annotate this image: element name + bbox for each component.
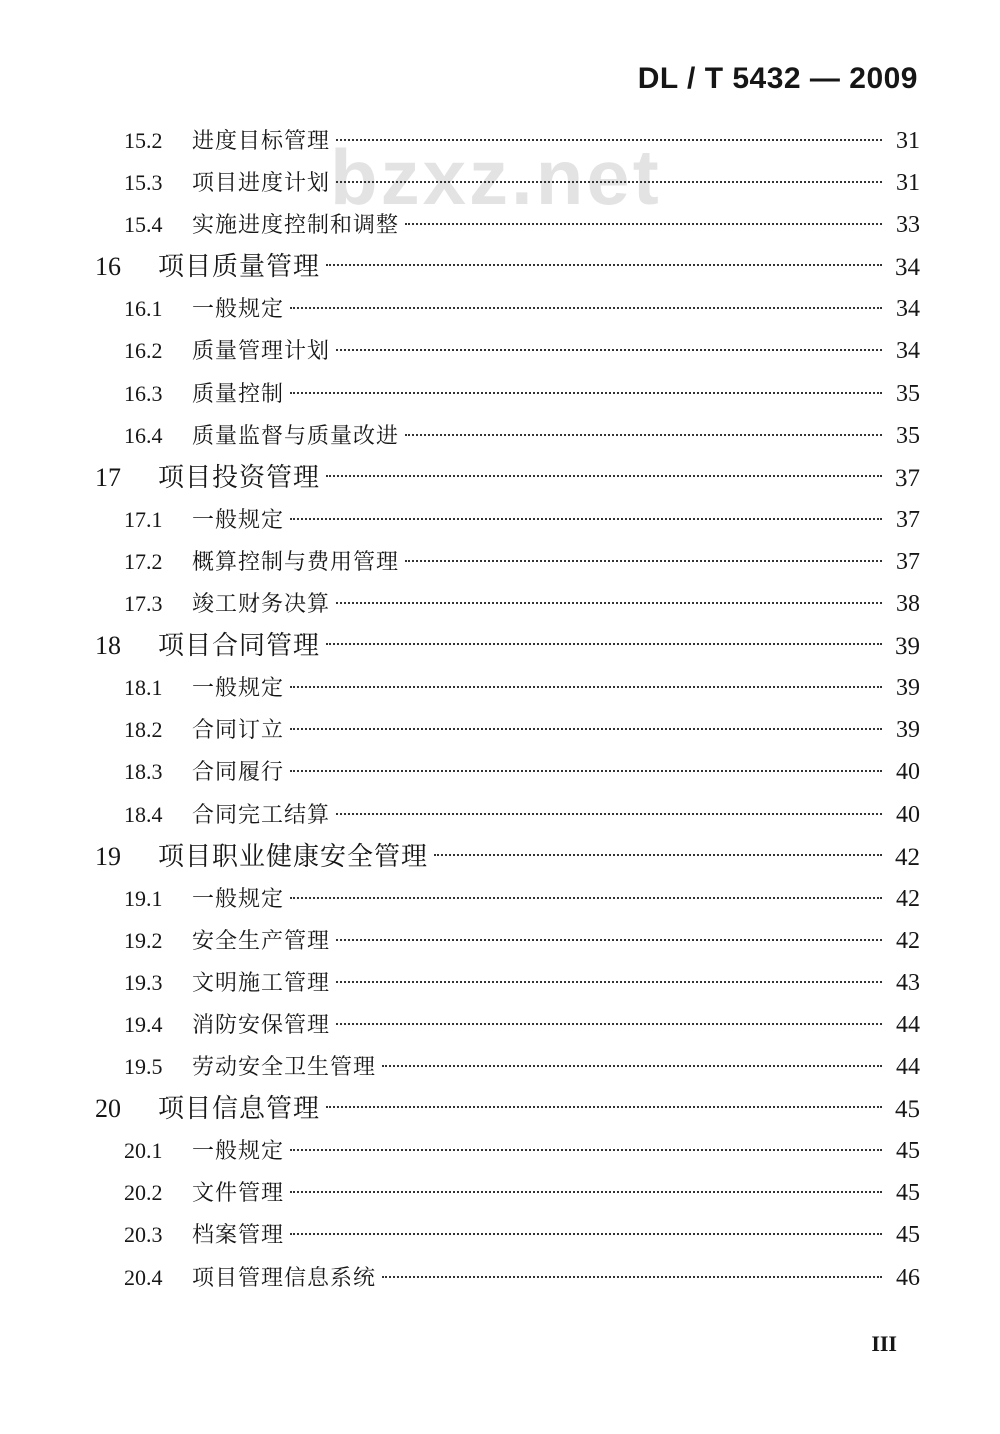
toc-entry-number: 17 [95,462,121,492]
toc-entry-number: 17.2 [124,548,163,574]
toc-entry-number: 15.2 [124,128,163,153]
page-number: III [871,1331,897,1356]
toc-entry-number: 20 [95,1094,121,1124]
toc-entry-title: 项目合同管理 [158,631,321,662]
toc-entry-page: 39 [895,633,920,661]
toc-chapter-entry[interactable] [95,457,920,499]
dot-leader [290,518,882,520]
toc-section-entry[interactable] [95,1214,920,1256]
toc-entry-page: 31 [896,170,920,197]
toc-section-entry[interactable] [95,415,920,457]
toc-entry-title: 项目管理信息系统 [192,1265,377,1291]
dot-leader [336,939,882,941]
toc-entry-number: 20.2 [124,1180,163,1206]
dot-leader [326,643,882,645]
toc-entry-title: 质量控制 [192,381,285,407]
dot-leader [290,770,882,772]
watermark: bzxz.net [330,133,662,221]
toc-section-entry[interactable] [95,1172,920,1214]
toc-entry-page: 45 [895,1096,920,1124]
toc-entry-number: 17.3 [124,591,163,617]
toc-entry-number: 16.4 [124,422,163,448]
toc-entry-title: 劳动安全卫生管理 [192,1055,377,1081]
toc-section-entry[interactable] [95,288,920,330]
toc-entry-number: 18.3 [124,759,163,785]
toc-entry-title: 项目进度计划 [192,171,331,197]
toc-entry-title: 合同完工结算 [192,802,331,828]
toc-entry-page: 39 [896,675,920,702]
toc-entry-title: 合同履行 [192,760,285,786]
toc-entry-number: 19.3 [124,969,163,995]
dot-leader [405,560,882,562]
dot-leader [290,728,882,730]
dot-leader [290,686,882,688]
toc-section-entry[interactable] [95,751,920,793]
toc-section-entry[interactable] [95,878,920,920]
toc-section-entry[interactable] [95,1130,920,1172]
toc-entry-page: 37 [896,548,920,575]
toc-entry-number: 20.4 [124,1264,163,1290]
toc-entry-page: 42 [896,927,920,954]
toc-entry-title: 项目信息管理 [158,1094,321,1125]
toc-section-entry[interactable] [95,204,920,246]
toc-entry-page: 43 [896,969,920,996]
toc-entry-number: 16.3 [124,380,163,406]
toc-entry-number: 16.1 [124,296,163,322]
dot-leader [405,223,882,225]
toc-section-entry[interactable] [95,583,920,625]
toc-entry-page: 37 [895,464,920,492]
toc-entry-page: 31 [896,128,920,154]
toc-section-entry[interactable] [95,920,920,962]
toc-entry-page: 45 [896,1138,920,1165]
toc-entry-number: 18.1 [124,675,163,701]
toc-entry-title: 文明施工管理 [192,970,331,996]
toc-entry-number: 20.1 [124,1138,163,1164]
toc-section-entry[interactable] [95,667,920,709]
dot-leader [326,1106,882,1108]
toc-section-entry[interactable] [95,373,920,415]
dot-leader [336,139,882,141]
toc-entry-page: 45 [896,1222,920,1249]
toc-section-entry[interactable] [95,794,920,836]
toc-entry-number: 15.3 [124,170,163,196]
toc-entry-number: 18.2 [124,717,163,743]
dot-leader [336,1023,882,1025]
toc-section-entry[interactable] [95,162,920,204]
dot-leader [290,307,882,309]
dot-leader [290,1233,882,1235]
dot-leader [336,349,882,351]
toc-entry-title: 质量监督与质量改进 [192,423,400,449]
dot-leader [382,1065,882,1067]
toc-entry-title: 消防安保管理 [192,1012,331,1038]
dot-leader [290,392,882,394]
dot-leader [405,434,882,436]
toc-entry-page: 35 [896,380,920,407]
toc-chapter-entry[interactable] [95,246,920,288]
toc-entry-title: 竣工财务决算 [192,592,331,618]
toc-entry-title: 一般规定 [192,886,285,912]
toc-entry-title: 一般规定 [192,297,285,323]
toc-entry-number: 19.5 [124,1054,163,1080]
toc-entry-title: 合同订立 [192,718,285,744]
toc-entry-title: 一般规定 [192,1139,285,1165]
dot-leader [326,264,882,266]
toc-section-entry[interactable] [95,120,920,162]
toc-entry-page: 37 [896,506,920,533]
toc-entry-title: 质量管理计划 [192,339,331,365]
dot-leader [336,602,882,604]
toc-entry-page: 44 [896,1054,920,1081]
toc-entry-number: 18 [95,631,121,661]
toc-entry-number: 16 [95,252,121,282]
toc-entry-number: 18.4 [124,801,163,827]
toc-entry-number: 15.4 [124,212,163,238]
dot-leader [336,981,882,983]
toc-entry-title: 档案管理 [192,1223,285,1249]
toc-entry-number: 20.3 [124,1222,163,1248]
toc-section-entry[interactable] [95,962,920,1004]
dot-leader [326,475,882,477]
toc-entry-title: 一般规定 [192,676,285,702]
toc-entry-page: 35 [896,422,920,449]
toc-chapter-entry[interactable] [95,1088,920,1130]
toc-entry-number: 19.1 [124,885,163,911]
toc-entry-title: 实施进度控制和调整 [192,213,400,239]
toc-entry-page: 38 [896,591,920,618]
toc-entry-page: 34 [896,338,920,365]
toc-entry-number: 19.4 [124,1011,163,1037]
toc-entry-number: 16.2 [124,338,163,364]
dot-leader [290,897,882,899]
dot-leader [290,1149,882,1151]
toc-section-entry[interactable] [95,1004,920,1046]
dot-leader [382,1276,882,1278]
toc-entry-page: 40 [896,801,920,828]
toc-entry-title: 一般规定 [192,507,285,533]
document-code: DL / T 5432 — 2009 [637,62,918,95]
toc-entry-page: 40 [896,759,920,786]
toc-chapter-entry[interactable] [95,625,920,667]
toc-entry-number: 19.2 [124,927,163,953]
toc-section-entry[interactable] [95,709,920,751]
toc-entry-title: 进度目标管理 [192,129,331,154]
toc-entry-page: 42 [895,843,920,871]
toc-entry-page: 44 [896,1011,920,1038]
toc-entry-title: 安全生产管理 [192,928,331,954]
dot-leader [336,181,882,183]
table-of-contents [95,120,920,1299]
dot-leader [434,854,882,856]
toc-entry-title: 概算控制与费用管理 [192,549,400,575]
toc-entry-number: 19 [95,841,121,871]
toc-entry-page: 42 [896,885,920,912]
dot-leader [336,813,882,815]
toc-section-entry[interactable] [95,541,920,583]
toc-entry-page: 34 [895,254,920,282]
toc-entry-title: 项目质量管理 [158,252,321,283]
toc-entry-page: 39 [896,717,920,744]
toc-entry-page: 33 [896,212,920,239]
toc-entry-title: 项目投资管理 [158,462,321,493]
toc-entry-title: 文件管理 [192,1181,285,1207]
toc-section-entry[interactable] [95,330,920,372]
toc-section-entry[interactable] [95,1257,920,1299]
toc-section-entry[interactable] [95,1046,920,1088]
toc-entry-page: 46 [896,1264,920,1291]
dot-leader [290,1191,882,1193]
toc-chapter-entry[interactable] [95,836,920,878]
toc-section-entry[interactable] [95,499,920,541]
toc-entry-title: 项目职业健康安全管理 [158,841,429,872]
toc-entry-number: 17.1 [124,506,163,532]
toc-entry-page: 45 [896,1180,920,1207]
toc-entry-page: 34 [896,296,920,323]
